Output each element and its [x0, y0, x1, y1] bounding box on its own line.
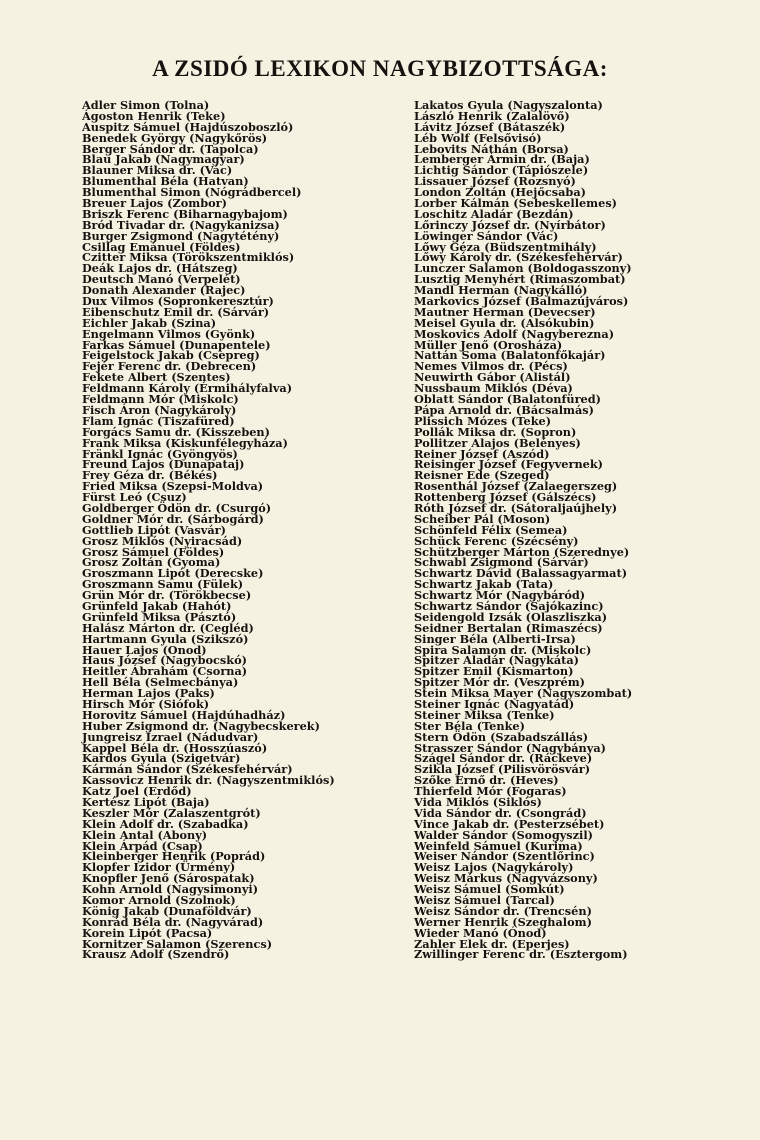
- committee-member-entry: Blau Jakab (Nagymagyar): [82, 152, 245, 167]
- committee-member-entry: Schwartz Jakab (Tata): [414, 577, 554, 592]
- committee-member-entry: Burger Zsigmond (Nagytétény): [82, 228, 280, 243]
- committee-member-entry: Blauner Miksa dr. (Vác): [82, 163, 233, 178]
- committee-member-entry: Klein Antal (Abony): [82, 827, 208, 842]
- committee-member-entry: Klopfer Izidor (Ürmény): [82, 860, 236, 875]
- committee-member-entry: Pollák Miksa dr. (Sopron): [414, 424, 577, 439]
- committee-member-entry: Herman Lajos (Paks): [82, 686, 215, 701]
- committee-member-entry: Lusztig Menyhért (Rimaszombat): [414, 272, 626, 287]
- committee-member-entry: Komor Arnold (Szolnok): [82, 893, 236, 908]
- committee-member-entry: Weisz Sámuel (Somkút): [414, 882, 565, 897]
- committee-member-entry: Szikla József (Pilisvörösvár): [414, 762, 591, 777]
- committee-member-entry: Kornitzer Salamon (Szerencs): [82, 936, 273, 951]
- committee-member-entry: Ster Béla (Tenke): [414, 718, 525, 733]
- committee-member-entry: Kármán Sándor (Székesfehérvár): [82, 762, 293, 777]
- committee-member-entry: Feigelstock Jakab (Csepreg): [82, 348, 260, 363]
- right-column: [414, 100, 744, 960]
- committee-member-entry: Deák Lajos dr. (Hátszeg): [82, 261, 238, 276]
- committee-member-entry: Steiner Ignác (Nagyatád): [414, 696, 575, 711]
- committee-member-entry: Hauer Lajos (Onod): [82, 642, 207, 657]
- committee-member-entry: Reisner Ede (Szeged): [414, 468, 550, 483]
- committee-member-entry: Briszk Ferenc (Biharnagybajom): [82, 206, 288, 221]
- committee-member-entry: Zwillinger Ferenc dr. (Esztergom): [414, 947, 628, 962]
- committee-member-entry: Spira Salamon dr. (Miskolc): [414, 642, 592, 657]
- committee-member-entry: Lőrinczy József dr. (Nyírbátor): [414, 217, 606, 232]
- committee-member-entry: Breuer Lajos (Zombor): [82, 196, 227, 211]
- committee-member-entry: Steiner Miksa (Tenke): [414, 707, 555, 722]
- committee-member-entry: Kohn Arnold (Nagysimonyi): [82, 882, 259, 897]
- committee-member-entry: Katz Joel (Erdőd): [82, 784, 192, 799]
- committee-member-entry: Lakatos Gyula (Nagyszalonta): [414, 98, 603, 112]
- committee-member-entry: Heitler Ábrahám (Csorna): [82, 664, 248, 679]
- committee-member-entry: Konrád Béla dr. (Nagyvárad): [82, 914, 264, 929]
- committee-member-entry: Lunczer Salamon (Boldogasszony): [414, 261, 632, 276]
- committee-member-entry: Benedek György (Nagykőrös): [82, 130, 268, 145]
- committee-member-entry: Halász Márton dr. (Cegléd): [82, 620, 254, 635]
- committee-member-entry: Weisz Sámuel (Tarcal): [414, 893, 555, 908]
- committee-member-entry: Groszmann Samu (Fülek): [82, 577, 244, 592]
- committee-member-entry: London Zoltán (Hejőcsaba): [414, 185, 586, 200]
- committee-member-entry: Bród Tivadar dr. (Nagykanizsa): [82, 217, 280, 232]
- committee-member-entry: Schwartz Sándor (Sajókazinc): [414, 598, 604, 613]
- committee-member-entry: Grosz Miklós (Nyiracsád): [82, 533, 243, 548]
- committee-member-entry: Seidengold Izsák (Olaszliszka): [414, 609, 608, 624]
- committee-member-entry: Thierfeld Mór (Fogaras): [414, 784, 567, 799]
- committee-member-entry: Frank Miksa (Kiskunfélegyháza): [82, 435, 288, 450]
- committee-member-entry: Feldmann Károly (Érmihályfalva): [82, 381, 293, 396]
- committee-member-entry: Keszler Mór (Zalaszentgrót): [82, 805, 261, 820]
- committee-member-entry: Weisz Lajos (Nagykároly): [414, 860, 574, 875]
- committee-member-entry: Spitzer Emil (Kismarton): [414, 664, 574, 679]
- committee-member-entry: Schück Ferenc (Szécsény): [414, 533, 579, 548]
- committee-member-entry: Oblatt Sándor (Balatonfüred): [414, 392, 601, 407]
- committee-member-entry: Nattán Soma (Balatonfőkajár): [414, 348, 606, 363]
- committee-member-entry: Dux Vilmos (Sopronkeresztúr): [82, 294, 274, 309]
- committee-member-entry: Vida Sándor dr. (Csongrád): [414, 805, 587, 820]
- committee-member-entry: Schwabl Zsigmond (Sárvár): [414, 555, 589, 570]
- committee-member-entry: Reisinger József (Fegyvernek): [414, 457, 604, 472]
- committee-member-entry: Grün Mór dr. (Törökbecse): [82, 588, 252, 603]
- committee-member-entry: Reiner József (Aszód): [414, 446, 550, 461]
- committee-member-entry: Schwartz Mór (Nagybáród): [414, 588, 586, 603]
- committee-member-entry: Ágoston Henrik (Teke): [82, 108, 226, 123]
- committee-member-entry: Forgács Samu dr. (Kisszeben): [82, 424, 270, 439]
- page-title: A ZSIDÓ LEXIKON NAGYBIZOTTSÁGA:: [152, 56, 608, 81]
- committee-member-entry: Berger Sándor dr. (Tapolca): [82, 141, 259, 156]
- committee-member-entry: Frey Géza dr. (Békés): [82, 468, 218, 483]
- committee-member-entry: Fisch Áron (Nagykároly): [82, 402, 237, 417]
- committee-member-entry: Müller Jenő (Orosháza): [414, 337, 563, 352]
- committee-member-entry: Blumenthal Béla (Hatvan): [82, 174, 249, 189]
- committee-member-entry: Fränkl Ignác (Gyöngyös): [82, 446, 238, 461]
- committee-member-entry: Fejér Ferenc dr. (Debrecen): [82, 359, 257, 374]
- committee-member-entry: Huber Zsigmond dr. (Nagybecskerek): [82, 718, 320, 733]
- committee-member-entry: Grosz Zoltán (Gyoma): [82, 555, 221, 570]
- committee-member-entry: Haus József (Nagybocskó): [82, 653, 247, 668]
- committee-member-entry: Schützberger Márton (Szerednye): [414, 544, 630, 559]
- committee-member-entry: Czitter Miksa (Törökszentmiklós): [82, 250, 295, 265]
- committee-member-entry: Mandl Herman (Nagykálló): [414, 283, 588, 298]
- committee-member-entry: Werner Henrik (Szeghalom): [414, 914, 592, 929]
- committee-member-entry: Neuwirth Gábor (Alistál): [414, 370, 571, 385]
- committee-member-entry: Hell Béla (Selmecbánya): [82, 675, 239, 690]
- committee-member-entry: Spitzer Mór dr. (Veszprém): [414, 675, 586, 690]
- committee-member-entry: Rottenberg József (Gálszécs): [414, 490, 597, 505]
- committee-member-entry: Vince Jakab dr. (Pesterzsébet): [414, 816, 605, 831]
- committee-member-entry: Auspitz Sámuel (Hajdúszoboszló): [82, 119, 294, 134]
- committee-member-entry: Engelmann Vilmos (Gyönk): [82, 326, 256, 341]
- committee-member-entry: Grünfeld Miksa (Pásztó): [82, 609, 237, 624]
- committee-member-entry: Walder Sándor (Somogyszil): [414, 827, 593, 842]
- committee-member-entry: Flam Ignác (Tiszafüred): [82, 413, 235, 428]
- committee-member-entry: Nussbaum Miklós (Déva): [414, 381, 573, 396]
- committee-member-entry: Eibenschutz Emil dr. (Sárvár): [82, 304, 270, 319]
- left-column: [82, 100, 382, 960]
- committee-member-entry: Kappel Béla dr. (Hosszúaszó): [82, 740, 268, 755]
- committee-member-entry: Mautner Herman (Devecser): [414, 304, 596, 319]
- committee-member-entry: König Jakab (Dunaföldvár): [82, 903, 252, 918]
- committee-member-entry: Grünfeld Jakab (Hahót): [82, 598, 232, 613]
- committee-member-entry: Gottlieb Lipót (Vasvár): [82, 522, 226, 537]
- committee-member-entry: Meisel Gyula dr. (Alsókubin): [414, 315, 595, 330]
- committee-member-entry: Léb Wolf (Felsővisó): [414, 130, 542, 145]
- committee-member-entry: Donath Alexander (Rajec): [82, 283, 246, 298]
- committee-member-entry: Grosz Sámuel (Földes): [82, 544, 225, 559]
- committee-member-entry: Stern Ödön (Szabadszállás): [414, 729, 589, 744]
- committee-member-entry: Pápa Arnold dr. (Bácsalmás): [414, 402, 594, 417]
- committee-member-entry: Lemberger Ármin dr. (Baja): [414, 152, 590, 167]
- committee-member-entry: Markovics József (Balmazújváros): [414, 294, 629, 309]
- committee-member-entry: Kertész Lipót (Baja): [82, 795, 210, 809]
- committee-member-entry: Szágel Sándor dr. (Ráckeve): [414, 751, 593, 766]
- committee-member-entry: Blumenthal Simon (Nógrádbercel): [82, 185, 302, 200]
- committee-member-entry: Lebovits Náthán (Borsa): [414, 141, 569, 156]
- committee-member-entry: Adler Simon (Tolna): [82, 98, 210, 112]
- committee-member-entry: Jungreisz Izrael (Nádudvar): [82, 729, 259, 744]
- committee-member-entry: Weisz Sándor dr. (Trencsén): [414, 903, 592, 918]
- committee-member-entry: Weinfeld Sámuel (Kurima): [414, 838, 583, 853]
- committee-member-entry: Freund Lajos (Dunapataj): [82, 457, 245, 472]
- committee-member-entry: Pollitzer Alajos (Belényes): [414, 435, 581, 450]
- committee-member-entry: Knopfler Jenő (Sárospatak): [82, 871, 255, 886]
- committee-member-entry: Löwinger Sándor (Vác): [414, 228, 559, 243]
- committee-member-entry: Wieder Manó (Ónod): [414, 925, 547, 940]
- committee-member-entry: Moskovics Adolf (Nagyberezna): [414, 326, 615, 341]
- committee-member-entry: Goldner Mór dr. (Sárbogárd): [82, 511, 264, 526]
- committee-member-entry: Rosenthál József (Zalaegerszeg): [414, 479, 618, 494]
- committee-member-entry: Lőwy Károly dr. (Székesfehérvár): [414, 250, 623, 265]
- committee-member-entry: Nemes Vilmos dr. (Pécs): [414, 359, 568, 374]
- committee-member-entry: Krausz Adolf (Szendrő): [82, 947, 230, 962]
- committee-member-entry: Goldberger Ödön dr. (Csurgó): [82, 500, 272, 515]
- committee-member-entry: Hirsch Mór (Siófok): [82, 696, 210, 711]
- committee-member-entry: Kleinberger Henrik (Poprád): [82, 849, 266, 864]
- committee-member-entry: Groszmann Lipót (Derecske): [82, 566, 264, 581]
- committee-member-entry: Zahler Elek dr. (Eperjes): [414, 936, 570, 951]
- committee-member-entry: Róth József dr. (Sátoraljaújhely): [414, 500, 618, 515]
- committee-member-entry: Scheiber Pál (Moson): [414, 511, 551, 526]
- committee-member-entry: Schwartz Dávid (Balassagyarmat): [414, 566, 628, 581]
- committee-member-entry: Eichler Jakab (Szina): [82, 315, 217, 330]
- committee-member-entry: Weisz Márkus (Nagyvázsony): [414, 871, 598, 886]
- committee-member-entry: Kardos Gyula (Szigetvár): [82, 751, 241, 766]
- committee-member-entry: Stein Miksa Mayer (Nagyszombat): [414, 686, 633, 701]
- committee-member-entry: Schönfeld Félix (Semea): [414, 522, 568, 537]
- committee-member-entry: Hartmann Gyula (Szikszó): [82, 631, 249, 646]
- committee-member-entry: Szőke Ernő dr. (Heves): [414, 773, 559, 788]
- committee-member-entry: Lávitz József (Bátaszék): [414, 119, 566, 134]
- committee-member-entry: Csillag Emánuel (Földes): [82, 239, 241, 254]
- committee-member-entry: Deutsch Manó (Verpelét): [82, 272, 241, 287]
- committee-member-entry: Farkas Sámuel (Dunapentele): [82, 337, 271, 352]
- committee-member-entry: Plissich Mózes (Teke): [414, 413, 552, 428]
- committee-member-entry: Weiser Nándor (Szentlőrinc): [414, 849, 595, 864]
- committee-member-entry: Lorber Kálmán (Sebeskellemes): [414, 196, 618, 211]
- committee-member-entry: Spitzer Aladár (Nagykáta): [414, 653, 580, 668]
- committee-member-entry: Vida Miklós (Siklós): [414, 795, 542, 809]
- committee-member-entry: Fried Miksa (Szepsi-Moldva): [82, 479, 264, 494]
- committee-member-entry: Lichtig Sándor (Tápiószele): [414, 163, 589, 178]
- committee-member-entry: Singer Béla (Alberti-Irsa): [414, 631, 576, 646]
- committee-member-entry: Fekete Albert (Szentes): [82, 370, 231, 385]
- committee-member-entry: Loschitz Aladár (Bezdán): [414, 206, 574, 221]
- committee-member-entry: Feldmann Mór (Miskolc): [82, 392, 239, 407]
- committee-member-entry: Lőwy Géza (Büdszentmihály): [414, 239, 597, 254]
- committee-member-entry: Strasszer Sándor (Nagybánya): [414, 740, 606, 755]
- committee-member-entry: Klein Adolf dr. (Szabadka): [82, 816, 249, 831]
- committee-member-entry: László Henrik (Zalalövő): [414, 108, 570, 123]
- committee-member-entry: Korein Lipót (Pacsa): [82, 925, 213, 940]
- committee-member-entry: Fürst Leó (Csuz): [82, 490, 187, 505]
- committee-member-entry: Klein Árpád (Csap): [82, 838, 203, 853]
- committee-member-entry: Kassovicz Henrik dr. (Nagyszentmiklós): [82, 773, 335, 788]
- committee-member-entry: Lissauer József (Rozsnyó): [414, 174, 576, 189]
- committee-member-entry: Horovitz Sámuel (Hajdúhadház): [82, 707, 286, 722]
- committee-member-entry: Seidner Bertalan (Rimaszécs): [414, 620, 603, 635]
